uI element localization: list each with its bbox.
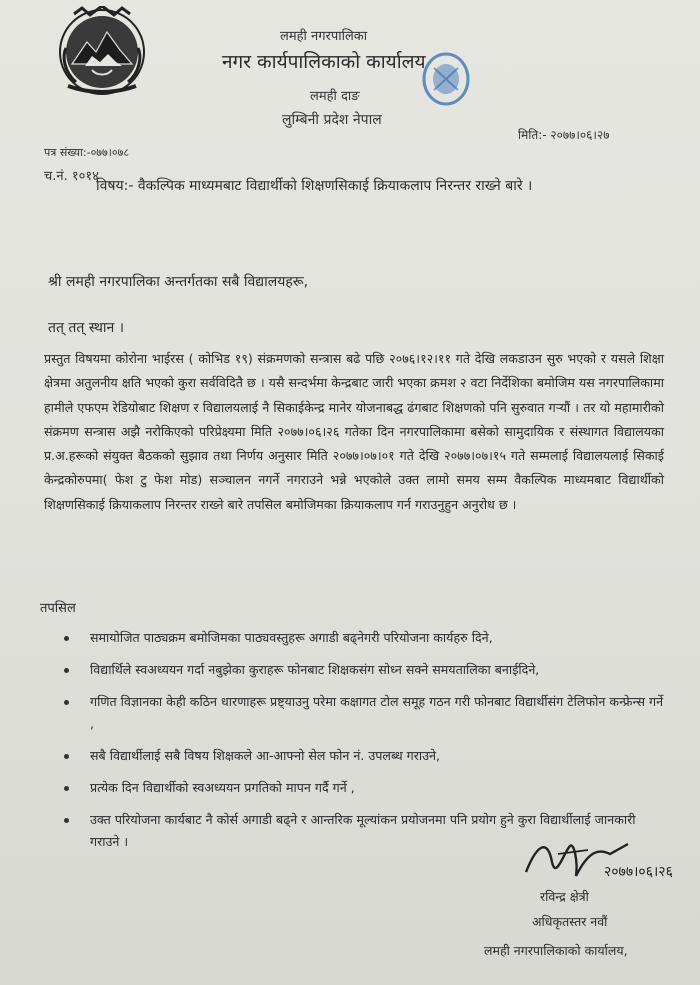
nepal-emblem-icon <box>52 6 152 98</box>
signature-date: २०७७।०६।२६ <box>604 864 673 880</box>
list-item-text: उक्त परियोजना कार्यबाट नै कोर्स अगाडी बढ्ने र आन्तरिक मूल्यांकन प्रयोजनमा पनि प्रयोग हुने कुरा विद्यार्थीलाई जानकारी गराउने । <box>90 812 636 849</box>
province-name: लुम्बिनी प्रदेश नेपाल <box>282 112 382 128</box>
signatory-title: अधिकृतस्तर नवौं <box>532 914 608 929</box>
list-item <box>62 659 668 681</box>
instruction-list <box>62 627 668 863</box>
list-item-text: प्रत्येक दिन विद्यार्थीको स्वअध्ययन प्रगतिको मापन गर्दै गर्ने , <box>90 780 355 795</box>
recipient-line: श्री लमही नगरपालिका अन्तर्गतका सबै विद्यालयहरू, <box>48 274 309 290</box>
office-location: लमही दाङ <box>310 89 360 104</box>
dispatch-number: च.नं. १०१४ <box>44 169 99 184</box>
list-item-text: गणित विज्ञानका केही कठिन धारणाहरू प्रष्ट्याउनु परेमा कक्षागत टोल समूह गठन गरी फोनबाट विद्यार्थीसंग टेलिफोन कन्फ्रेन्स गर्ने , <box>90 694 664 731</box>
bullet-dot-icon <box>64 668 69 673</box>
letter-body: प्रस्तुत विषयमा कोरोना भाईरस ( कोभिड १९) संक्रमणको सन्त्रास बढे पछि २०७६।१२।११ गते देखि लकडाउन सुरु भएको र यसले शिक्षा क्षेत्रमा अतुलनीय क्षति भएको कुरा सर्वविदितै छ । यसै सन्दर्भमा केन्द्रबाट जारी भएका क्रमश २ वटा निर्देशिका बमोजिम यस नगरपालिकामा हामीले एफएम रेडियोबाट शिक्षण र विद्यालयलाई नै सिकाईकेन्द्र मानेर योजनाबद्ध ढंगबाट शिक्षणको पनि सुरुवात गर्‍यौं । तर यो महामारीको संक्रमण सन्त्रास अझै नरोकिएको परिप्रेक्ष्यमा मिति २०७७।०६।२६ गतेका दिन नगरपालिकामा बसेको सामुदायिक र संस्थागत विद्यालयका प्र.अ.हरूको संयुक्त बैठकको सुझाव तथा निर्णय अनुसार मिति २०७७।०७।०१ गते देखि २०७७।०७।१५ गते सम्मलाई विद्यालयलाई सिकाई केन्द्रकोरुपमा( फेश टु फेश मोड) सञ्चालन नगर्ने नगराउने भन्ने भएकोले उक्त लामो समय सम्म वैकल्पिक माध्यमबाट विद्यार्थीको शिक्षणसिकाई क्रियाकलाप निरन्तर राख्ने बारे तपसिल बमोजिमका क्रियाकलाप गर्न गराउनुहुन अनुरोध छ । <box>44 351 664 512</box>
bullet-dot-icon <box>64 754 69 759</box>
office-seal-icon <box>420 50 472 108</box>
signatory-name: रविन्द्र क्षेत्री <box>540 889 589 904</box>
bullet-dot-icon <box>64 786 69 791</box>
letter-number: पत्र संख्या:-०७७।०७८ <box>44 146 130 159</box>
bullet-dot-icon <box>64 636 69 641</box>
bullet-dot-icon <box>64 818 69 823</box>
bullet-dot-icon <box>64 700 69 705</box>
list-item <box>62 745 668 767</box>
list-item <box>62 691 668 735</box>
list-item-text: विद्यार्थिले स्वअध्ययन गर्दा नबुझेका कुराहरू फोनबाट शिक्षकसंग सोध्न सक्ने समयतालिका बनाईदिने, <box>90 662 540 677</box>
list-item <box>62 777 668 799</box>
signatory-office: लमही नगरपालिकाको कार्यालय, <box>484 943 628 958</box>
letter-subject: विषय:- वैकल्पिक माध्यमबाट विद्यार्थीको शिक्षणसिकाई क्रियाकलाप निरन्तर राख्ने बारे । <box>96 178 533 194</box>
list-item-text: सबै विद्यार्थीलाई सबै विषय शिक्षकले आ-आफ्नो सेल फोन नं. उपलब्ध गराउने, <box>90 748 441 763</box>
tat-sthan-line: तत् तत् स्थान । <box>48 320 125 336</box>
handwritten-signature-icon <box>518 832 678 888</box>
municipality-name: लमही नगरपालिका <box>280 29 368 44</box>
office-name: नगर कार्यपालिकाको कार्यालय <box>222 51 426 73</box>
letter-date: मिति:- २०७७।०६।२७ <box>518 128 610 142</box>
list-item-text: समायोजित पाठ्यक्रम बमोजिमका पाठ्यवस्तुहरू अगाडी बढ्नेगरी परियोजना कार्यहरु दिने, <box>90 630 493 645</box>
tapasil-heading: तपसिल <box>40 601 76 616</box>
list-item <box>62 627 668 649</box>
